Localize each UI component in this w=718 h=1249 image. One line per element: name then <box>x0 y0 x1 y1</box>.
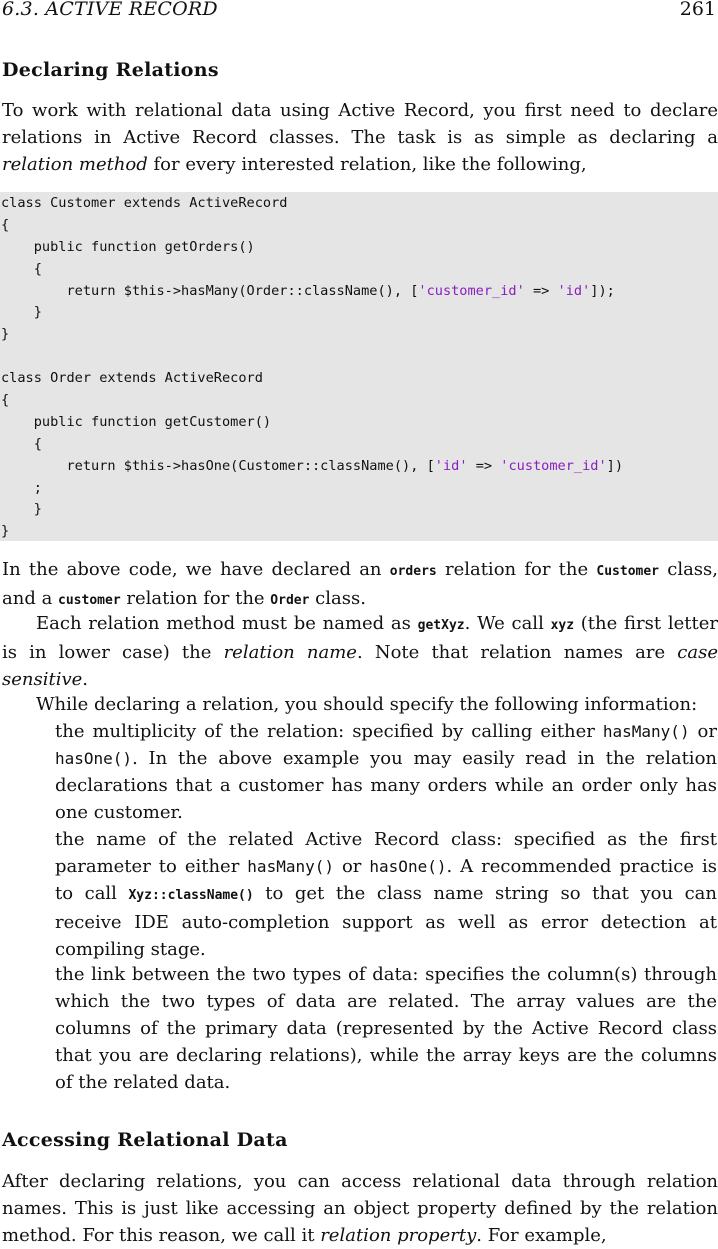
code-segment: return $this->hasMany(Order::className(), [ <box>1 282 419 299</box>
code-line: { <box>1 435 42 452</box>
code-line: public function getOrders() <box>1 238 255 255</box>
inline-code: hasOne() <box>369 857 447 876</box>
explanation-paragraph-1 <box>2 556 718 614</box>
intro-text-2: for every interested relation, like the following, <box>147 154 587 175</box>
text-run: or <box>689 721 717 742</box>
list-item <box>55 826 717 963</box>
code-line: } <box>1 523 10 540</box>
emphasis: case sensitive <box>2 642 718 690</box>
code-line <box>1 281 718 303</box>
inline-code: hasMany() <box>602 722 690 741</box>
code-line: class Customer extends ActiveRecord <box>1 195 288 211</box>
code-line: { <box>1 392 10 409</box>
intro-emphasis: relation method <box>2 154 148 175</box>
accessing-paragraph <box>2 1168 718 1249</box>
code-line: } <box>1 304 42 321</box>
code-line: { <box>1 260 42 277</box>
code-line <box>1 456 718 478</box>
section-heading-declaring-relations: Declaring Relations <box>2 59 219 81</box>
text-run: the multiplicity of the relation: specified by calling either <box>55 721 603 742</box>
inline-code: orders <box>389 564 437 579</box>
text-run: Each relation method must be named as <box>36 613 418 634</box>
code-segment: return $this->hasOne(Customer::className(), [ <box>1 457 435 474</box>
inline-code: Xyz::className() <box>128 888 254 903</box>
code-listing <box>0 192 718 541</box>
text-run: . A recommended practice is to call <box>55 856 718 904</box>
code-line: ; <box>1 479 42 496</box>
code-string: 'id' <box>557 282 591 299</box>
text-run: After declaring relations, you can access relational data through relation names. This is just like accessing an object property defined by the relation method. For this reason, we call it <box>2 1171 718 1246</box>
inline-code: customer <box>58 593 121 608</box>
code-string: 'customer_id' <box>418 282 525 299</box>
code-string: 'id' <box>434 457 468 474</box>
inline-code: Order <box>270 593 310 608</box>
section-heading-accessing-relational-data: Accessing Relational Data <box>2 1129 288 1151</box>
code-segment: => <box>524 282 558 299</box>
code-line <box>1 346 718 368</box>
text-run: relation for the <box>436 559 597 580</box>
text-run: or <box>334 856 370 877</box>
code-segment: => <box>467 457 501 474</box>
text-run: class, and a <box>2 559 718 609</box>
explanation-paragraph-3: While declaring a relation, you should specify the following information: <box>36 694 698 715</box>
text-run: In the above code, we have declared an <box>2 559 390 580</box>
emphasis: relation name <box>223 642 357 663</box>
code-line: } <box>1 326 10 343</box>
text-run: . Note that relation names are <box>356 642 678 663</box>
running-header-title: 6.3. ACTIVE RECORD <box>2 0 218 20</box>
text-run: (the first letter is in lower case) the <box>2 613 718 663</box>
text-run: . For example, <box>476 1225 607 1246</box>
list-item <box>55 718 717 826</box>
text-run: class. <box>309 588 366 609</box>
text-run: relation for the <box>120 588 271 609</box>
inline-code: getXyz <box>417 618 465 633</box>
inline-code: hasOne() <box>55 749 133 768</box>
emphasis: relation property <box>320 1225 477 1246</box>
code-line: class Order extends ActiveRecord <box>1 370 263 387</box>
code-string: 'customer_id' <box>500 457 607 474</box>
running-header <box>0 0 718 22</box>
code-segment: ]) <box>606 457 624 474</box>
text-run: . We call <box>464 613 551 634</box>
page-number: 261 <box>679 0 716 20</box>
intro-text-1: To work with relational data using Active Record, you first need to declare relations in Active Record classes. The task is as simple as declaring a <box>2 100 718 148</box>
intro-paragraph <box>2 97 718 178</box>
text-run: to get the class name string so that you can receive IDE auto-completion support as well as error detection at compiling stage. <box>55 883 717 960</box>
code-segment: ]); <box>590 282 615 299</box>
explanation-paragraph-2 <box>2 610 718 693</box>
inline-code: Customer <box>596 564 660 579</box>
code-line: } <box>1 501 42 518</box>
code-line: { <box>1 216 10 233</box>
text-run: the name of the related Active Record class: specified as the first parameter to either <box>55 829 717 877</box>
inline-code: xyz <box>550 618 575 633</box>
text-run: . In the above example you may easily read in the relation declarations that a customer has many orders while an order only has one customer. <box>55 748 717 823</box>
text-run: . <box>82 669 89 690</box>
code-line: public function getCustomer() <box>1 413 272 430</box>
list-item: the link between the two types of data: specifies the column(s) through which the two types of data are related. The array values are the columns of the primary data (represented by the Active Record class that you are declaring relations), while the array keys are the columns of the related data. <box>55 964 717 1093</box>
inline-code: hasMany() <box>247 857 334 876</box>
